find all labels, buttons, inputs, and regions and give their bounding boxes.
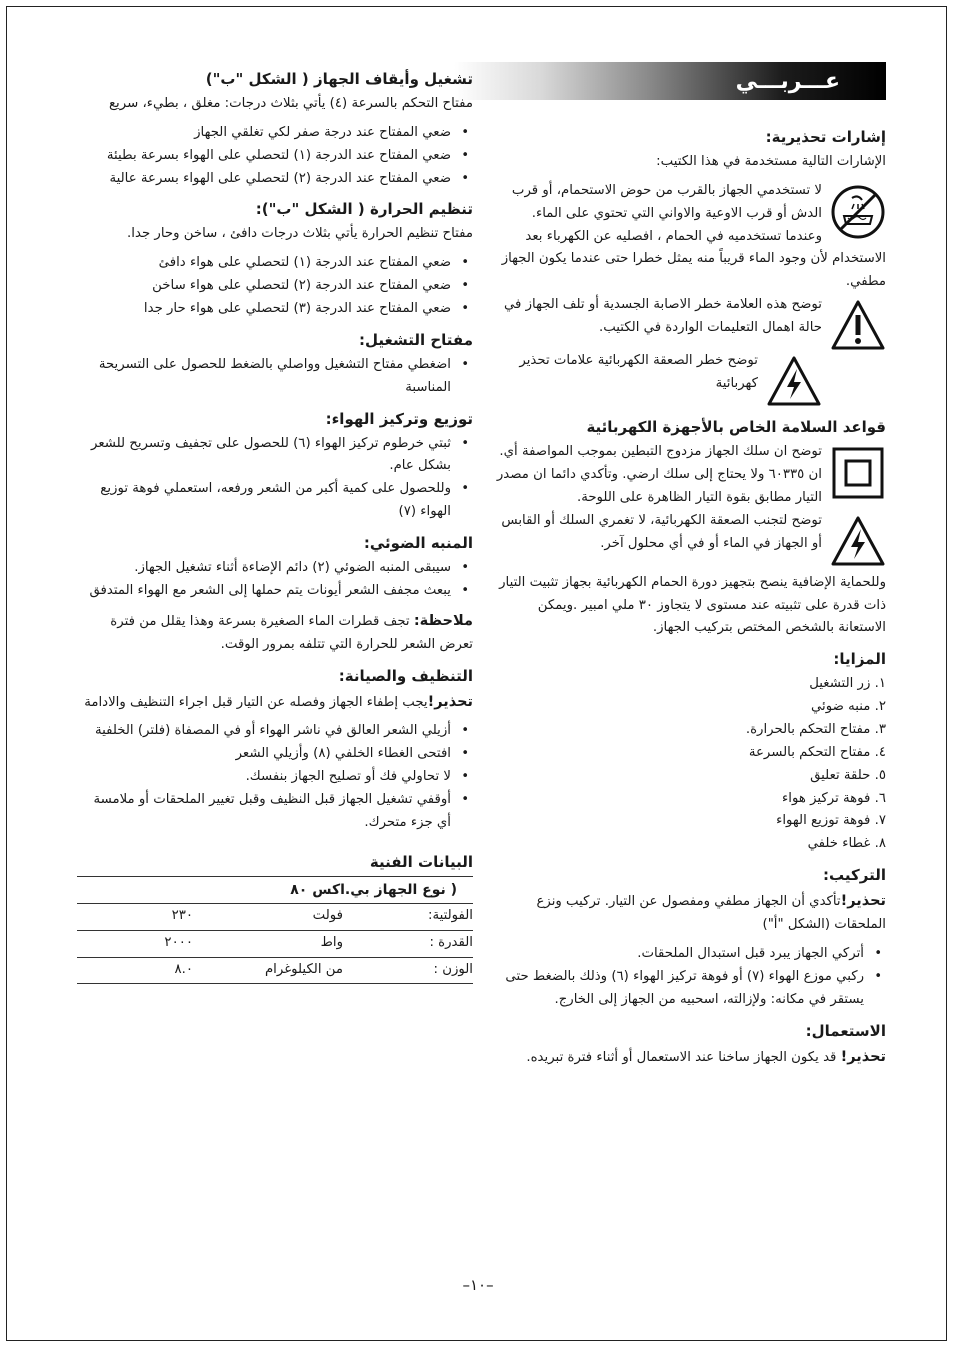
feature-item: ٢. منبه ضوئي	[810, 699, 886, 715]
features-title: المزايا:	[833, 650, 886, 669]
list-item: • اضغطي مفتاح التشغيل وواصلي بالضغط للحصول على التسريحة المناسبة	[77, 354, 473, 400]
shock-avoid-text: توضح لتجنب الصعقة الكهربائية، لا تغمري السلك أو القابس أو الجهاز في الماء أو في أي محلول آخر.	[501, 512, 822, 551]
list-item: • ضعي المفتاح عند درجة صفر لكي تغلقي الجهاز	[77, 122, 473, 145]
power-button-list	[77, 354, 473, 400]
spec-value: ٢٠٠٠	[77, 930, 193, 957]
warnings-intro: الإشارات التالية مستخدمة في هذا الكتيب:	[656, 154, 886, 169]
temperature-title: تنظيم الحرارة ( الشكل "ب"):	[255, 200, 473, 219]
cleaning-list	[77, 720, 473, 834]
shock-warning-text: توضح خطر الصعقة الكهربائية علامات تحذير كهربائية	[519, 353, 758, 392]
cleaning-title: التنظيف والصيانة:	[338, 666, 473, 685]
spec-unit: من الكيلوغرام	[193, 957, 343, 984]
spec-value: ٢٣٠	[77, 903, 193, 930]
assembly-title: التركيب:	[823, 866, 886, 885]
list-item: • ضعي المفتاح عند الدرجة (٢) لتحصلي على الهواء بسرعة عالية	[77, 168, 473, 191]
electric-shock-icon	[830, 514, 886, 570]
page-number: –١٠–	[462, 1276, 494, 1294]
list-item: • ثبتي خرطوم تركيز الهواء (٦) للحصول على تجفيف وتسريح للشعر بشكل عام.	[77, 433, 473, 479]
indicator-list	[77, 557, 473, 603]
water-warning	[492, 180, 886, 294]
specs-title: البيانات الفنية	[369, 852, 473, 871]
list-item: • سيبقى المنبه الضوئي (٢) دائم الإضاءة أثناء تشغيل الجهاز.	[77, 557, 473, 580]
feature-item: ٧. فوهة توزيع الهواء	[776, 813, 886, 829]
electric-shock-icon	[766, 354, 822, 410]
list-item: • ضعي المفتاح عند الدرجة (١) لتحصلي على هواء دافئ	[77, 252, 473, 275]
note	[77, 609, 473, 657]
double-insulation-text: توضح ان سلك الجهاز مزدوج التبطين بموجب المواصفة أي. ان ٦٠٣٣٥ ولا يحتاج إلى سلك ارضي. وتأكدي دائما ان مصدر التيار مطابق بقوة التيار الظاهرة على اللوحة.	[496, 444, 822, 505]
note-text: تجف قطرات الماء الصغيرة بسرعة وهذا يقلل من فترة تعرض الشعر للحرارة التي تتلفه بمرور الوقت.	[110, 613, 473, 652]
specs-header-row	[77, 876, 473, 903]
indicator-title: المنبه الضوئي:	[363, 534, 473, 553]
spec-unit: واط	[193, 930, 343, 957]
specs-model-header: ( نوع الجهاز بي.اكس ٨٠	[77, 876, 473, 903]
feature-item: ٨. غطاء خلفي	[807, 836, 886, 852]
list-item: • ضعي المفتاح عند الدرجة (٣) لتحصلي على هواء حار جدا	[77, 298, 473, 321]
list-item: • ركبي موزع الهواء (٧) أو فوهة تركيز الهواء (٦) وذلك بالضغط حتى يستقر في مكانه: ولإزالته، اسحبيه من الجهاز إلى الخارج.	[492, 966, 886, 1012]
shock-avoid-note	[492, 510, 886, 566]
assembly-warning-text: تأكدي أن الجهاز مطفي ومفصول عن التيار. تركيب ونزع الملحقات (الشكل "أ")	[536, 894, 886, 933]
no-bath-icon	[830, 184, 886, 240]
rcd-text: وللحماية الإضافية ينصح بتجهيز دورة الحمام الكهربائية بجهاز تثبيت التيار ذات قدرة على تثبيته عند مستوى لا يتجاوز ٣٠ ملي امبير .ويمكن الاستعانة بالشخص المختص بتركيب الجهاز.	[499, 574, 886, 636]
right-column	[492, 62, 886, 1070]
list-item: • يبعث مجفف الشعر أيونات يتم حملها إلى الشعر مع الهواء المتدفق	[77, 580, 473, 603]
usage-warning	[492, 1045, 886, 1070]
caution-warning-text: توضح هذه العلامة خطر الاصابة الجسدية أو تلف الجهاز في حالة اهمال التعليمات الواردة في الكتيب.	[503, 297, 822, 336]
power-button-title: مفتاح التشغيل:	[358, 330, 473, 349]
shock-warning	[492, 350, 886, 406]
list-item: • افتحى الغطاء الخلفي (٨) وأزيلي الشعر	[77, 743, 473, 766]
spec-label: الوزن :	[343, 957, 473, 984]
water-warning-text: لا تستخدمي الجهاز بالقرب من حوض الاستحمام، أو قرب الدش أو قرب الاوعية والاواني التي تحتوي على الماء. وعندما تستخدميه في الحمام ، افصليه عن الكهرباء بعد الاستخدام لأن وجود الماء قريباً منه يمثل خطرا حتى عندما يكون الجهاز مطفي.	[501, 182, 886, 290]
table-row	[77, 930, 473, 957]
list-item: • أوقفي تشغيل الجهاز قبل النظيف وقبل تغيير الملحقات أو ملامسة أي جزء متحرك.	[77, 789, 473, 835]
list-item: • ضعي المفتاح عند الدرجة (٢) لتحصلي على هواء ساخن	[77, 275, 473, 298]
cleaning-warning-text: يجب إطفاء الجهاز وفصله عن التيار قبل اجراء التنظيف والادامة	[84, 694, 428, 710]
language-banner	[454, 62, 886, 100]
caution-triangle-icon	[830, 298, 886, 354]
airflow-list	[77, 433, 473, 524]
cleaning-warning-label: تحذير!	[427, 693, 473, 710]
feature-item: ٣. مفتاح التحكم بالحرارة.	[745, 722, 886, 738]
assembly-warning	[492, 889, 886, 937]
usage-warning-text: قد يكون الجهاز ساخنا عند الاستعمال أو أثناء فترة تبريده.	[526, 1049, 837, 1065]
list-item: • لا تحاولي فك أو تصليح الجهاز بنفسك.	[77, 766, 473, 789]
features-list	[492, 673, 886, 856]
temperature-list	[77, 252, 473, 321]
cleaning-warning	[77, 690, 473, 715]
feature-item: ٦. فوهة تركيز هواء	[782, 790, 886, 806]
feature-item: ٤. مفتاح التحكم بالسرعة	[748, 744, 886, 760]
spec-unit: فولت	[193, 903, 343, 930]
left-column	[77, 66, 473, 984]
list-item: • وللحصول على كمية أكبر من الشعر ورفعه، استعملي فوهة توزيع الهواء (٧)	[77, 478, 473, 524]
language-title: عـــربـــي	[735, 69, 840, 94]
double-insulation-note	[492, 441, 886, 510]
table-row	[77, 957, 473, 984]
feature-item: ١. زر التشغيل	[809, 676, 886, 692]
caution-warning	[492, 294, 886, 350]
usage-title: الاستعمال:	[805, 1021, 886, 1040]
on-off-title: تشغيل وأيقاف الجهاز ( الشكل "ب")	[205, 70, 473, 88]
spec-label: الفولتية:	[343, 903, 473, 930]
list-item: • أزيلي الشعر العالق في ناشر الهواء أو في المصفاة (فلتر) الخلفية	[77, 720, 473, 743]
usage-warning-label: تحذير!	[840, 1048, 886, 1065]
on-off-list	[77, 122, 473, 191]
spec-label: القدرة :	[343, 930, 473, 957]
spec-value: ٨.٠	[77, 957, 193, 984]
double-insulation-icon	[830, 445, 886, 501]
warnings-title: إشارات تحذيرية:	[765, 128, 886, 146]
table-row	[77, 903, 473, 930]
on-off-intro: مفتاح التحكم بالسرعة (٤) يأتي بثلاث درجات: مغلق ، بطيء، سريع	[108, 96, 473, 111]
airflow-title: توزيع وتركيز الهواء:	[325, 409, 473, 428]
note-label: ملاحظة:	[413, 612, 473, 629]
specs-table	[77, 876, 473, 985]
feature-item: ٥. حلقة تعليق	[810, 767, 886, 783]
safety-title: قواعد السلامة الخاص بالأجهزة الكهربائية	[586, 418, 886, 437]
assembly-list	[492, 943, 886, 1012]
assembly-warning-label: تحذير!	[840, 893, 886, 910]
temperature-intro: مفتاح تنظيم الحرارة يأتي بثلاث درجات دافئ ، ساخن وحار جدا.	[127, 226, 473, 242]
list-item: • أتركي الجهاز يبرد قبل استبدال الملحقات.	[492, 943, 886, 966]
list-item: • ضعي المفتاح عند الدرجة (١) لتحصلي على الهواء بسرعة بطيئة	[77, 145, 473, 168]
